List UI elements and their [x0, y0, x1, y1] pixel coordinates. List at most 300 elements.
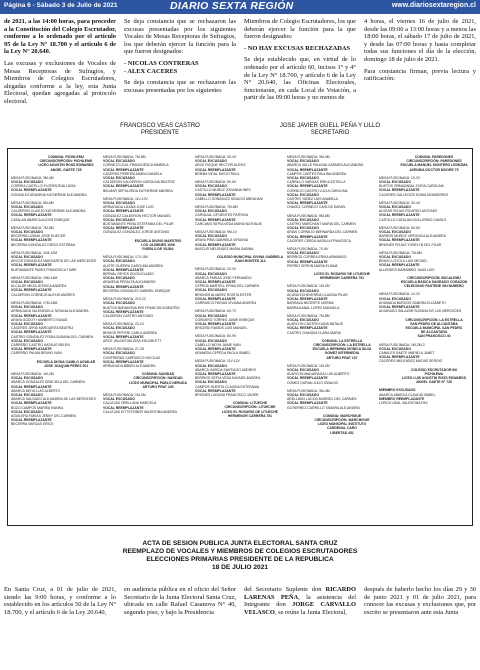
section-heading: CARDENAL CARO: [327, 426, 357, 431]
role-label: VOCAL EXCUSADO: [287, 392, 319, 397]
page-info: Página 6 - Sábado 3 de Julio de 2021: [4, 2, 118, 9]
role-label: VOCAL REEMPLAZANTE: [103, 405, 144, 410]
entry-line: ABARCA SALGADO ALEJANDRA DE LAS MERCEDES: [11, 397, 96, 402]
acta-heading: [7, 540, 473, 572]
entry-line: MESA FUSIONADA: 7V-8V: [287, 247, 329, 252]
top-columns: [4, 18, 476, 118]
entry-line: MESA FUSIONADA: 23-24: [103, 322, 144, 327]
role-label: VOCAL EXCUSADO: [195, 313, 227, 318]
entry-line: MESA FUSIONADA: 3V-4V: [379, 200, 421, 205]
role-label: VOCAL EXCUSADO: [11, 338, 43, 343]
entry-line: ARANEDA CEPEDA PAOLA ISABEL: [195, 351, 251, 356]
section-heading: ESCUELA DIVINO MAESTRO: [134, 238, 182, 243]
entry-line: LORCA VIDAL VALENTINA PAZ: [379, 400, 428, 405]
entry-line: MESA FUSIONADA: 7M-8M: [379, 250, 422, 255]
acta-line: ACTA DE SESION PUBLICA JUNTA ELECTORAL SANTA CRUZ: [142, 540, 338, 547]
entry-line: MESA FUSIONADA: 5V-6V: [195, 180, 237, 185]
role-label: VOCAL EXCUSADO: [287, 288, 319, 293]
entry-line: MESA FUSIONADA: 1M-2M: [287, 284, 330, 289]
role-label: VOCAL EXCUSADO: [11, 392, 43, 397]
entry-line: ACUÑA ECHEVERRIA CLAUDIA PILAR: [287, 292, 348, 297]
section-heading: COLEGIO MUNICIPAL DIVINA GABRIELA: [216, 255, 284, 260]
paragraph: de 2021, a las 14:00 horas, para proceder a la Constitución del Colegio Escrutador, conforme a lo ordenado por el artículo 95 de la Ley N° 18.700 y el artículo 6 de la Ley N° 20.640.: [4, 18, 116, 56]
entry-line: MESA FUSIONADA: 9M-10: [195, 230, 237, 235]
role-label: VOCAL REEMPLAZANTE: [11, 188, 52, 193]
text: del Secretario Suplente don: [244, 586, 326, 593]
role-label: VOCAL EXCUSADO: [195, 288, 227, 293]
entry-line: BRAVO LOYOLA LUIS MIGUEL: [379, 259, 428, 264]
entry-line: MESA FUSIONADA: 3V-4V: [195, 155, 237, 159]
section-heading: LICEO MUNICIPAL INSTITUTO: [317, 422, 367, 427]
entry-line: MESA FUSIONADA: 17V-18V: [103, 255, 149, 260]
entry-line: MESA FUSIONADA: 5V-6V: [379, 225, 421, 230]
listing-column-5: [379, 155, 480, 405]
entry-line: BUSTAMANTE PAVEZ FRANCISCA TIARE: [11, 267, 77, 272]
entry-line: BUSTAMANTE PEÑA ESTEFANIA DEL PILAR: [103, 222, 174, 227]
section-heading: SAN PEDRO DE ALCANTARA: [410, 321, 458, 326]
entry-line: CACERES CERDA NATALIA FRANCISCA: [287, 238, 351, 243]
entry-line: ARCE ROQUE HECTOR ALEXIS: [195, 163, 246, 168]
entry-line: MESA FUSIONADA: 3M-4M: [287, 388, 330, 393]
entry-line: BARRAGANAL LOPEZ MANUELA: [287, 305, 340, 310]
section-heading: LIBERTAD 451: [330, 430, 354, 435]
role-label: VOCAL REEMPLAZANTE: [11, 384, 52, 389]
entry-line: CALLEJAS KITTSTEINER VALENTINA ANDREA: [103, 409, 178, 414]
entry-line: CALLEJAS ORELLANA MARCELA: [103, 401, 157, 406]
section-heading: LICEO EL ROSARIO DE LITUECHE: [222, 409, 278, 414]
entry-line: CACERES GALLEGOS SONIA MONSERRAT: [379, 192, 449, 197]
signature-name: JOSE JAVIER GUELL PEÑA Y LILLO: [279, 123, 381, 129]
role-label: VOCAL EXCUSADO: [103, 301, 135, 306]
entry-line: ARRIAGADA VALENZUELA TATIANA ALEJANDRA: [11, 309, 89, 314]
section-heading: PICHILEMU: [424, 371, 444, 376]
entry-line: ABARCA MOYA LUIS ALBERTO: [11, 388, 61, 393]
section-heading: HERMENOR CARRERA 751: [227, 413, 273, 418]
role-label: VOCAL EXCUSADO: [287, 176, 319, 181]
section-heading: CELEDONIO PASTENE SIN NUMERO: [404, 284, 464, 289]
bottom-column-1: En Santa Cruz, a 01 de julio de 2021, siendo las 9:00 horas, y conforme a lo establecido en los artículos 50 de la Ley N° 18.700, y el artículo 6 de la Ley 20.640,: [4, 586, 116, 616]
role-label: VOCAL REEMPLAZANTE: [103, 267, 144, 272]
role-label: VOCAL REEMPLAZANTE: [11, 313, 52, 318]
entry-line: CAMPOS HUERTA CLAUDIA ESTEFANIA: [195, 384, 260, 389]
role-label: VOCAL REEMPLAZANTE: [11, 330, 52, 335]
newspaper-title: DIARIO SEXTA REGIÓN: [170, 0, 294, 12]
entry-line: CONTRERAS CARRASCO NICOLAS: [103, 355, 161, 360]
entry-line: CHAVEZ CORNEJO CARLOS DANIEL: [287, 205, 347, 210]
entry-line: CACERES MELENDEZ MATIAS SERGIO: [379, 359, 443, 364]
signature-secretary: [255, 123, 405, 138]
member-name: JORGE CARVALLO VELASCO: [244, 601, 356, 616]
role-label: VOCAL REEMPLAZANTE: [287, 184, 328, 189]
text: , la asistencia del Integrante don: [244, 593, 356, 609]
role-label: VOCAL EXCUSADO: [287, 226, 319, 231]
role-label: VOCAL EXCUSADO: [11, 409, 43, 414]
entry-line: MESA FUSIONADA: 3M-4M: [287, 155, 330, 159]
entry-line: MESA FUSIONADA: 1M-2M: [287, 363, 330, 368]
section-heading: CIRCUNSCRIPCIÓN: PAREDONES: [406, 159, 462, 164]
role-label: VOCAL EXCUSADO: [11, 180, 43, 185]
entry-line: CASTRO YAÑEZ LUIS ANABELA: [287, 197, 338, 202]
entry-line: MESA FUSIONADA: 1V-2V: [379, 175, 421, 180]
entry-line: BASCUR MELENDEZ MARIA SABINA: [195, 246, 254, 251]
entry-line: BECERRA GONZALEZ GABRIEL ENRIQUE: [103, 288, 171, 293]
section-heading: COMUNA: NAVIDAD: [141, 372, 175, 377]
role-label: MIEMBRO EXCUSADO: [379, 388, 416, 393]
role-label: VOCAL EXCUSADO: [11, 205, 43, 210]
entry-line: MESA FUSIONADA: 2V-3V: [195, 267, 237, 272]
role-label: VOCAL EXCUSADO: [195, 209, 227, 214]
role-label: VOCAL REEMPLAZANTE: [287, 376, 328, 381]
role-label: VOCAL REEMPLAZANTE: [287, 201, 328, 206]
no-rejections-notice: - NO HAY EXCUSAS RECHAZADAS: [244, 44, 351, 52]
role-label: VOCAL EXCUSADO: [103, 201, 135, 206]
entry-line: ABARCA FARIAS JOSE FERNANDO: [195, 275, 252, 280]
role-label: VOCAL EXCUSADO: [379, 255, 411, 260]
section-heading: HERMENOR CARRERA 751: [319, 276, 365, 281]
role-label: VOCAL EXCUSADO: [103, 397, 135, 402]
section-heading: COLEGIO ESCRUTADOR 6/6: [411, 367, 457, 372]
entry-line: GOMEZ DURAN JULIO IGNACIO: [287, 380, 339, 385]
section-heading: AVENIDA DOCTOR MOORE 75: [409, 167, 459, 172]
acta-line: REEMPLAZO DE VOCALES Y MIEMBROS DE COLEGIOS ESCRUTADORES: [122, 548, 358, 555]
role-label: VOCAL REEMPLAZANTE: [287, 259, 328, 264]
role-label: VOCAL REEMPLAZANTE: [287, 326, 328, 331]
entry-line: MESA FUSIONADA: 1M-2M: [11, 371, 54, 376]
section-heading: ARTURO PRAT 137: [326, 355, 358, 360]
role-label: VOCAL REEMPLAZANTE: [195, 280, 236, 285]
entry-line: GONZALEZ GONZALEZ JORGE ANTONIO: [103, 230, 170, 235]
entry-line: MESA FUSIONADA: 11M-12M: [11, 250, 58, 255]
section-heading: CIRCUNSCRIPCIÓN: NAVIDAD: [133, 376, 183, 381]
role-label: VOCAL REEMPLAZANTE: [195, 192, 236, 197]
signature-role: SECRETARIO: [310, 130, 350, 137]
entry-line: CALDERON CASTRO ANTONIO: [103, 313, 154, 318]
entry-line: BOZO CAMPOS MARISA IVANKA: [11, 405, 64, 410]
bottom-column-3: [244, 586, 356, 616]
entry-line: ARRIAGADA BIBIEN ALEJANDRA: [103, 363, 156, 368]
role-label: VOCAL EXCUSADO: [11, 280, 43, 285]
role-label: VOCAL EXCUSADO: [287, 251, 319, 256]
role-label: VOCAL EXCUSADO: [103, 276, 135, 281]
role-label: VOCAL EXCUSADO: [11, 305, 43, 310]
role-label: VOCAL REEMPLAZANTE: [287, 234, 328, 239]
role-label: VOCAL REEMPLAZANTE: [103, 209, 144, 214]
section-heading: LOS JAZMINES 1006: [141, 242, 175, 247]
bottom-column-2: en audiencia pública en el oficio del Señor Secretario de la Junta Electoral Santa Cruz, ubicada en calle Rafael Casanova N° 40, segundo piso, y bajo la Presidencia: [124, 586, 236, 616]
newspaper-header: [0, 0, 480, 14]
entry-line: ALCALDE MEZA JESSICA ANDREA: [11, 284, 67, 289]
entry-line: GONZALEZ CALDERON HECTOR MANUEL: [103, 213, 172, 218]
entry-line: MESA FUSIONADA: 7M-8M: [287, 313, 330, 318]
section-heading: CIRCUNSCRIPCIÓN: MARCHIGUE: [314, 417, 370, 422]
role-label: MIEMBRO REEMPLAZANTE: [379, 396, 425, 401]
entry-line: ARELLANO LAGOS MARISEL DEL CARMEN: [287, 397, 357, 402]
entry-line: CACERES PEREIRA MARIA DANIELA: [103, 171, 162, 176]
role-label: VOCAL REEMPLAZANTE: [195, 242, 236, 247]
section-heading: ESCUELA MUNICIPAL SAN PEDRO: [405, 325, 463, 330]
entry-line: BRICEÑO RAMOS LUIS MANUEL: [195, 326, 248, 331]
entry-line: BRIEBA VIDAL DIEGO RAUL: [195, 171, 240, 176]
signature-name: FRANCISCO VEAS CASTRO: [120, 123, 200, 129]
role-label: VOCAL REEMPLAZANTE: [103, 284, 144, 289]
section-heading: ANGEL GAETE 725: [50, 167, 82, 172]
role-label: VOCAL EXCUSADO: [195, 271, 227, 276]
entry-line: CACERES JERIA MARGARITA BEATRIZ: [11, 326, 74, 331]
role-label: VOCAL REEMPLAZANTE: [11, 347, 52, 352]
entry-line: AHUMADA BURGOS SANDRA ELIZABETH: [379, 300, 446, 305]
section-heading: COMUNA: PICHILEMU: [48, 155, 84, 159]
paragraph: 4 horas, el viernes 16 de julio de 2021, desde las 09:00 a 13:00 horas y a menos las 18:00 horas, el sábado 17 de julio de 2021, y desde las 07:00 horas y hasta completar todas sus funciones el día de la elección, domingo 18 de julio de 2021.: [364, 18, 476, 63]
role-label: VOCAL EXCUSADO: [287, 217, 319, 222]
bottom-column-4: después de haberlo hecho los días 29 y 30 de junio 2021 y 01 de julio 2021, para conocer las excusas y exclusiones que, por escrito se presentaron ante esta Junta: [364, 586, 476, 616]
role-label: VOCAL REEMPLAZANTE: [379, 188, 420, 193]
entry-line: ABARCA GONZALEZ GRACIELA DEL CARMEN: [11, 380, 85, 385]
entry-line: ARAYA GODOY HUMBERTO ISAIAS: [11, 317, 68, 322]
entry-line: ALVEAR ROJAS RICARDO ANTONIO: [379, 209, 438, 214]
role-label: VOCAL EXCUSADO: [287, 317, 319, 322]
entry-line: GONZALEZ ARAVENA KATHERINE ALEJANDRA: [11, 192, 87, 197]
entry-line: BRIONES LAGUNA FRANCISCO JAVIER: [195, 392, 259, 397]
role-label: VOCAL EXCUSADO: [287, 192, 319, 197]
rejected-name: - NICOLAS CONTRERAS: [124, 59, 199, 67]
section-heading: PUEBLO DE VIUDA: [142, 247, 174, 252]
role-label: VOCAL REEMPLAZANTE: [379, 238, 420, 243]
role-label: VOCAL EXCUSADO: [379, 296, 411, 301]
role-label: VOCAL EXCUSADO: [195, 338, 227, 343]
role-label: VOCAL REEMPLAZANTE: [195, 371, 236, 376]
role-label: VOCAL REEMPLAZANTE: [287, 401, 328, 406]
entry-line: MESA FUSIONADA: 5M-6M: [11, 200, 54, 205]
website-link[interactable]: www.diariosextaregion.cl: [391, 2, 476, 9]
section-heading: CIRCUNSCRIPCIÓN: LA ESTRELLA: [405, 317, 463, 322]
role-label: VOCAL EXCUSADO: [379, 230, 411, 235]
entry-line: BUSTOS BARAHONA IRIS FRANCISCA BEATRIZ: [103, 305, 180, 310]
role-label: VOCAL REEMPLAZANTE: [195, 296, 236, 301]
entry-line: ABARCA VALLE PAULINA CARMEN ALEJANDRA: [287, 163, 364, 168]
entry-line: CAMPOS CARTES PAULINA ANDREA: [287, 171, 347, 176]
entry-line: BERRIOS SEPULVEDA NAYADE ANDREA: [195, 376, 261, 381]
section-heading: COMUNA: MARCHIGUE: [322, 413, 362, 418]
section-heading: LICEO EL ROSARIO DE LITUECHE: [314, 272, 370, 277]
entry-line: ALLENDES MARAMBIO JUAN LUIS: [379, 267, 435, 272]
vocales-listing-box: [7, 148, 473, 526]
entry-line: CARREÑO PALMA BRUNO IVAN: [11, 351, 62, 356]
role-label: VOCAL REEMPLAZANTE: [379, 263, 420, 268]
top-column-1: [4, 18, 116, 110]
role-label: VOCAL REEMPLAZANTE: [195, 167, 236, 172]
entry-line: ABARCA GARCIA SANTIAGO ANDRES: [195, 367, 256, 372]
entry-line: ARRIAGADA LIZANA JOSE LUIS: [103, 205, 154, 210]
role-label: VOCAL EXCUSADO: [379, 180, 411, 185]
entry-line: CORDERO TORRES JAIME ENRIQUE: [195, 317, 255, 322]
entry-line: AGUILERA FARIAS JENNY DEL CARMEN: [11, 413, 77, 418]
entry-line: MESA FUSIONADA: 15M-16M: [11, 275, 58, 280]
role-label: VOCAL REEMPLAZANTE: [195, 321, 236, 326]
signatures: [0, 123, 480, 145]
secretary-name: RICARDO LARENAS PEÑA: [244, 586, 356, 601]
entry-line: MESA FUSIONADA: 11V-12V: [195, 359, 240, 364]
acta-line: ELECCIONES PRIMARIAS PRESIDENTE DE LA REPUBLICA: [146, 556, 334, 563]
role-label: VOCAL EXCUSADO: [287, 159, 319, 164]
role-label: VOCAL EXCUSADO: [287, 367, 319, 372]
section-heading: LICEO MUNICIPAL PABLO NERUDA: [129, 380, 187, 385]
entry-line: CABELLO MOYA JAIME IVAN: [195, 342, 241, 347]
paragraph: Se deja constancia que se rechazaron las excusas presentadas por los siguientes: [124, 79, 236, 94]
entry-line: MESA FUSIONADA: 7M-8M: [195, 205, 238, 210]
entry-line: BERRIOS CORREA ERIKA ARMANDO: [287, 255, 347, 260]
role-label: VOCAL EXCUSADO: [11, 321, 43, 326]
paragraph: Para constancia firman, previa lectura y ratificación:: [364, 67, 476, 83]
entry-line: CASTRO GONZALEZ FRIDA SUSANA DEL CARMEN: [11, 334, 94, 339]
top-column-3: [244, 18, 356, 106]
section-heading: CIRCUNSCRIPCIÓN: BUCALEMU: [407, 275, 461, 280]
section-heading: CIRCUNSCRIPCIÓN: LITUECHE: [224, 405, 276, 410]
role-label: VOCAL REEMPLAZANTE: [11, 238, 52, 243]
entry-line: ALISTE GUERRA CAROLINA ANDREA: [103, 263, 163, 268]
role-label: VOCAL REEMPLAZANTE: [103, 167, 144, 172]
entry-line: CORREA CASTILLO FLORENTINA LUISA: [11, 184, 76, 189]
entry-line: ARAVENA PERALTA ALEJANDRO: [103, 280, 156, 285]
entry-line: CABELLO GONZALEZ IGNACIO ABRAHAM: [195, 196, 263, 201]
role-label: VOCAL REEMPLAZANTE: [379, 305, 420, 310]
role-label: VOCAL REEMPLAZANTE: [103, 359, 144, 364]
entry-line: CALDERON CORNEJO ALEXIS ANDRES: [11, 292, 75, 297]
top-column-4: [364, 18, 476, 87]
paragraph: Se deja establecido que, en virtud de lo ordenado por el artículo 60, incisos 1° y 4° de la Ley N° 18.700, y artículo 6 de la Ley N° 20.640, las Oficinas Electorales, funcionarán, en cada Local de Votación, a partir de las 09:00 horas y no menos de: [244, 56, 356, 102]
role-label: VOCAL REEMPLAZANTE: [11, 263, 52, 268]
section-heading: SAN FRANCISCO 40: [417, 334, 451, 339]
entry-line: MESA FUSIONADA: 6V-7V: [195, 309, 237, 314]
section-heading: COMUNA: LITUECHE: [232, 401, 268, 406]
entry-line: MESA FUSIONADA: 8V-9V: [195, 334, 237, 339]
entry-line: BECERRA VARGAS ERICK: [11, 422, 54, 427]
role-label: VOCAL REEMPLAZANTE: [11, 213, 52, 218]
role-label: VOCAL EXCUSADO: [195, 234, 227, 239]
entry-line: ARCE VALDES MILISSA ESCARLETT: [103, 338, 162, 343]
role-label: VOCAL EXCUSADO: [11, 376, 43, 381]
entry-line: ARCOS GONZALEZ MARGARITA DE LAS MERCEDES: [11, 259, 97, 264]
entry-line: CEPEDA MARTELL ERIKA DEL CARMEN: [195, 284, 260, 289]
role-label: VOCAL EXCUSADO: [103, 159, 135, 164]
section-heading: JUAN MONTES 114: [234, 259, 266, 264]
section-heading: DE ALCANTARA: [420, 330, 448, 335]
role-label: VOCAL EXCUSADO: [379, 205, 411, 210]
entry-line: ABARCA ABARCA CLAUDIA ISABEL: [379, 392, 436, 397]
role-label: VOCAL EXCUSADO: [103, 326, 135, 331]
paragraph: Se deja constancia que se rechazaron las excusas presentadas por los siguientes Vocales de Mesas Receptoras de Sufragios, los que deberán ejercer la función para la que fueron designados:: [124, 18, 236, 56]
role-label: VOCAL REEMPLAZANTE: [195, 388, 236, 393]
role-label: VOCAL REEMPLAZANTE: [103, 184, 144, 189]
entry-line: CARREÑO CASTRO NATALIE BELEN: [11, 342, 70, 347]
paragraph: Las excusas y exclusiones de Vocales de Mesas Receptoras de Sufragios, y Miembros de Colegios Escrutadores, alegadas conforme a la ley, esta Junta Electoral, quedan agregadas al protocolo electoral.: [4, 59, 116, 105]
entry-line: PIERRO CERON MARIA ELIANA: [287, 263, 338, 268]
entry-line: CALDERON CLAVIJO KATHERINE ALEJANDRA: [11, 209, 86, 214]
role-label: VOCAL EXCUSADO: [379, 346, 411, 351]
entry-line: MESA FUSIONADA: 27-28: [103, 347, 144, 352]
section-heading: ESCUELA BASICA SAGRADO CORAZON: [400, 280, 468, 285]
entry-line: BECERRA LIZAMA JOSE ELIECER: [11, 234, 66, 239]
signature-role: PRESIDENTE: [140, 130, 180, 137]
entry-line: CANALES GAETE MARIELA JANET: [379, 350, 435, 355]
entry-line: ALARCON MADARIAGA LUIS ALBERTO: [287, 372, 350, 377]
entry-line: CASTRO CHANDIA CLARA MARIA: [287, 330, 341, 335]
entry-line: CORNEJO CASTRO LUCIA CAROLINA: [287, 188, 348, 193]
role-label: VOCAL REEMPLAZANTE: [287, 167, 328, 172]
entry-line: BRIONES ROJAS YOSELYN DEL PILAR: [379, 242, 442, 247]
entry-line: ARIAS CORNEJO BERNARDA DEL CARMEN: [287, 230, 358, 235]
entry-line: CORNEJO LEAL FRANCHESCA MARIELA: [103, 163, 169, 168]
entry-line: BERNAL REYES DIXON ELADIO: [103, 272, 154, 277]
role-label: VOCAL REEMPLAZANTE: [195, 346, 236, 351]
entry-line: CATALAN ABARCA ALEXIS ENRIQUE: [11, 217, 70, 222]
section-heading: ARTURO PRAT 245: [142, 384, 174, 389]
entry-line: BARROS MUÑOZ VERONICA ALEJANDRA: [379, 234, 446, 239]
entry-line: MESA FUSIONADA: 7M-8M: [103, 155, 146, 159]
role-label: VOCAL EXCUSADO: [11, 230, 43, 235]
entry-line: BRIONES ALVAREZ ROSITA ESTER: [195, 292, 252, 297]
role-label: VOCAL EXCUSADO: [103, 259, 135, 264]
entry-line: CASTILLO CATALAN GUILLERMO CAMILO: [379, 217, 447, 222]
entry-line: CARRASCO FARIAS VIVIANA ANDREA: [195, 301, 257, 306]
entry-line: BARRAZA NEGRETE NORMA: [287, 301, 334, 306]
entry-line: CASTILLO MUÑOZ JOHANNA INES: [195, 188, 251, 193]
text: , se reúne la Junta Electoral,: [274, 608, 347, 616]
role-label: VOCAL EXCUSADO: [11, 255, 43, 260]
entry-line: MESA FUSIONADA: 17M-18M: [11, 300, 58, 305]
section-heading: CIRCUNSCRIPCIÓN: PICHILEMU: [39, 159, 93, 164]
role-label: VOCAL REEMPLAZANTE: [11, 401, 52, 406]
entry-line: BECERRA GONZALEZ DIEGO ESTEBAN: [11, 242, 76, 247]
role-label: VOCAL REEMPLAZANTE: [379, 213, 420, 218]
entry-line: BUSTOS ORMAZABAL SOFIA CAROLINA: [379, 184, 444, 189]
role-label: VOCAL EXCUSADO: [195, 184, 227, 189]
entry-line: BELMAR SEPULVEDA KATHERINE ANDREA: [103, 188, 173, 193]
role-label: VOCAL EXCUSADO: [195, 159, 227, 164]
role-label: VOCAL REEMPLAZANTE: [195, 217, 236, 222]
signature-president: [95, 123, 225, 138]
entry-line: BRIGGS PIFFERI CARLA ANDREA: [103, 330, 158, 335]
entry-line: MESA FUSIONADA: 11V-12V: [103, 196, 148, 201]
entry-line: ALVARADO SALAZAR SUSANA DE LAS MERCEDES: [379, 309, 462, 314]
section-heading: CIRCUNSCRIPCIÓN: LA ESTRELLA: [313, 342, 371, 347]
entry-line: CARRILLO VARGAS ERIKA ESTELLA: [287, 180, 346, 185]
role-label: VOCAL REEMPLAZANTE: [103, 334, 144, 339]
entry-line: CARVAJAL CIFUENTES PATRICIA: [195, 213, 249, 218]
section-heading: ESCUELA MANUEL MONTERO LEDEZMA: [400, 163, 468, 168]
entry-line: MESA FUSIONADA: 21V-22: [103, 297, 146, 302]
role-label: VOCAL EXCUSADO: [195, 363, 227, 368]
role-label: VOCAL REEMPLAZANTE: [103, 226, 144, 231]
role-label: VOCAL EXCUSADO: [195, 380, 227, 385]
acta-line: 18 DE JULIO 2021: [211, 564, 269, 571]
entry-line: ALARCON CASTRO DANA NATALIE: [287, 322, 344, 327]
entry-line: CASTRO MARCHANT MARIA DEL CARMEN: [287, 222, 356, 227]
role-label: VOCAL REEMPLAZANTE: [287, 297, 328, 302]
paragraph: Miembros de Colegio Escrutadores, los que deberán ejercer la función para la que fueron designados:: [244, 18, 356, 41]
section-heading: COMUNA: PAREDONES: [414, 155, 454, 159]
section-heading: LICEO LUIS AGUSTIN ROSS EDWARDS: [402, 375, 466, 380]
entry-line: MESA FUSIONADA: 7M-8M: [11, 225, 54, 230]
entry-line: MESA FUSIONADA: 5M-6M: [287, 213, 330, 218]
entry-line: MESA FUSIONADA: 1V-2V: [379, 292, 421, 297]
entry-line: GUTIERREZ CARRILLO TAMARA ALEJANDRA: [287, 405, 360, 410]
entry-line: CARCAMO SEPULVEDA MARIA NATHALIE: [195, 221, 262, 226]
role-label: VOCAL REEMPLAZANTE: [379, 355, 420, 360]
section-heading: GOMEZ INTERMEDIA: [324, 351, 360, 356]
entry-line: MESA FUSIONADA: 1M-2M: [103, 392, 146, 397]
entry-line: MESA FUSIONADA: 3M-4M: [11, 175, 54, 180]
entry-line: MESA FUSIONADA: 1M-2M-3: [379, 342, 425, 347]
